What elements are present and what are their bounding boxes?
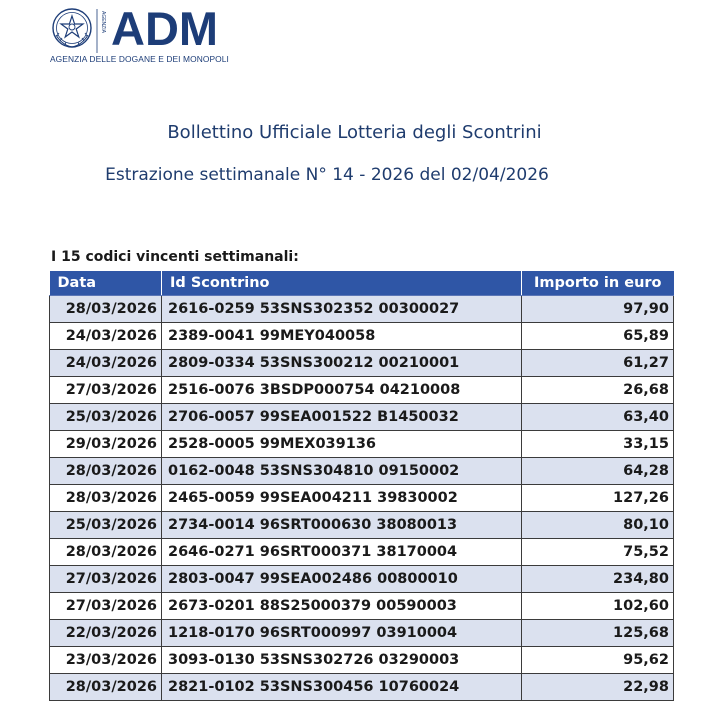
row-amount: 80,10: [522, 512, 674, 539]
adm-logo: [50, 2, 250, 65]
logo-wordmark: ADM: [111, 2, 219, 55]
table-row: [50, 377, 674, 404]
row-date: 27/03/2026: [50, 566, 162, 593]
table-row: [50, 512, 674, 539]
table-row: [50, 620, 674, 647]
table-row: [50, 296, 674, 323]
column-header-date: Data: [50, 271, 162, 296]
row-date: 28/03/2026: [50, 296, 162, 323]
row-date: 24/03/2026: [50, 350, 162, 377]
row-amount: 61,27: [522, 350, 674, 377]
winning-codes-table: [49, 271, 674, 701]
row-date: 28/03/2026: [50, 539, 162, 566]
row-receipt-id: 2616-0259 53SNS302352 00300027: [162, 296, 522, 323]
table-row: [50, 566, 674, 593]
row-amount: 97,90: [522, 296, 674, 323]
row-date: 22/03/2026: [50, 620, 162, 647]
table-heading: I 15 codici vincenti settimanali:: [51, 249, 299, 265]
page-title: Bollettino Ufficiale Lotteria degli Scontrini: [167, 122, 542, 143]
table-row: [50, 539, 674, 566]
row-date: 28/03/2026: [50, 485, 162, 512]
row-receipt-id: 2673-0201 88S25000379 00590003: [162, 593, 522, 620]
row-date: 25/03/2026: [50, 512, 162, 539]
row-amount: 33,15: [522, 431, 674, 458]
table-body: [50, 296, 674, 701]
row-receipt-id: 3093-0130 53SNS302726 03290003: [162, 647, 522, 674]
row-receipt-id: 2803-0047 99SEA002486 00800010: [162, 566, 522, 593]
row-amount: 26,68: [522, 377, 674, 404]
row-receipt-id: 2734-0014 96SRT000630 38080013: [162, 512, 522, 539]
table-header-row: [50, 271, 674, 296]
table-row: [50, 485, 674, 512]
row-amount: 64,28: [522, 458, 674, 485]
italian-republic-emblem-icon: [50, 5, 94, 51]
row-amount: 127,26: [522, 485, 674, 512]
column-header-amount: Importo in euro: [522, 271, 674, 296]
row-date: 25/03/2026: [50, 404, 162, 431]
row-date: 28/03/2026: [50, 458, 162, 485]
row-receipt-id: 2821-0102 53SNS300456 10760024: [162, 674, 522, 701]
row-date: 23/03/2026: [50, 647, 162, 674]
table-row: [50, 350, 674, 377]
row-amount: 22,98: [522, 674, 674, 701]
table-row: [50, 647, 674, 674]
row-amount: 102,60: [522, 593, 674, 620]
row-amount: 63,40: [522, 404, 674, 431]
row-receipt-id: 2646-0271 96SRT000371 38170004: [162, 539, 522, 566]
table-row: [50, 431, 674, 458]
table-row: [50, 323, 674, 350]
row-amount: 75,52: [522, 539, 674, 566]
svg-text:AGENZIA: AGENZIA: [100, 11, 106, 33]
row-receipt-id: 2706-0057 99SEA001522 B1450032: [162, 404, 522, 431]
table-row: [50, 458, 674, 485]
row-receipt-id: 2465-0059 99SEA004211 39830002: [162, 485, 522, 512]
row-date: 24/03/2026: [50, 323, 162, 350]
row-receipt-id: 2528-0005 99MEX039136: [162, 431, 522, 458]
page-subtitle: Estrazione settimanale N° 14 - 2026 del 02/04/2026: [105, 165, 549, 185]
vertical-agency-text: [96, 9, 106, 53]
row-date: 27/03/2026: [50, 593, 162, 620]
row-amount: 65,89: [522, 323, 674, 350]
table-row: [50, 404, 674, 431]
row-receipt-id: 0162-0048 53SNS304810 09150002: [162, 458, 522, 485]
column-header-id: Id Scontrino: [162, 271, 522, 296]
row-amount: 125,68: [522, 620, 674, 647]
table-row: [50, 593, 674, 620]
row-date: 27/03/2026: [50, 377, 162, 404]
row-receipt-id: 1218-0170 96SRT000997 03910004: [162, 620, 522, 647]
row-date: 28/03/2026: [50, 674, 162, 701]
row-date: 29/03/2026: [50, 431, 162, 458]
row-receipt-id: 2516-0076 3BSDP000754 04210008: [162, 377, 522, 404]
row-amount: 234,80: [522, 566, 674, 593]
row-receipt-id: 2389-0041 99MEY040058: [162, 323, 522, 350]
table-row: [50, 674, 674, 701]
row-receipt-id: 2809-0334 53SNS300212 00210001: [162, 350, 522, 377]
agency-name: AGENZIA DELLE DOGANE E DEI MONOPOLI: [50, 54, 229, 64]
row-amount: 95,62: [522, 647, 674, 674]
